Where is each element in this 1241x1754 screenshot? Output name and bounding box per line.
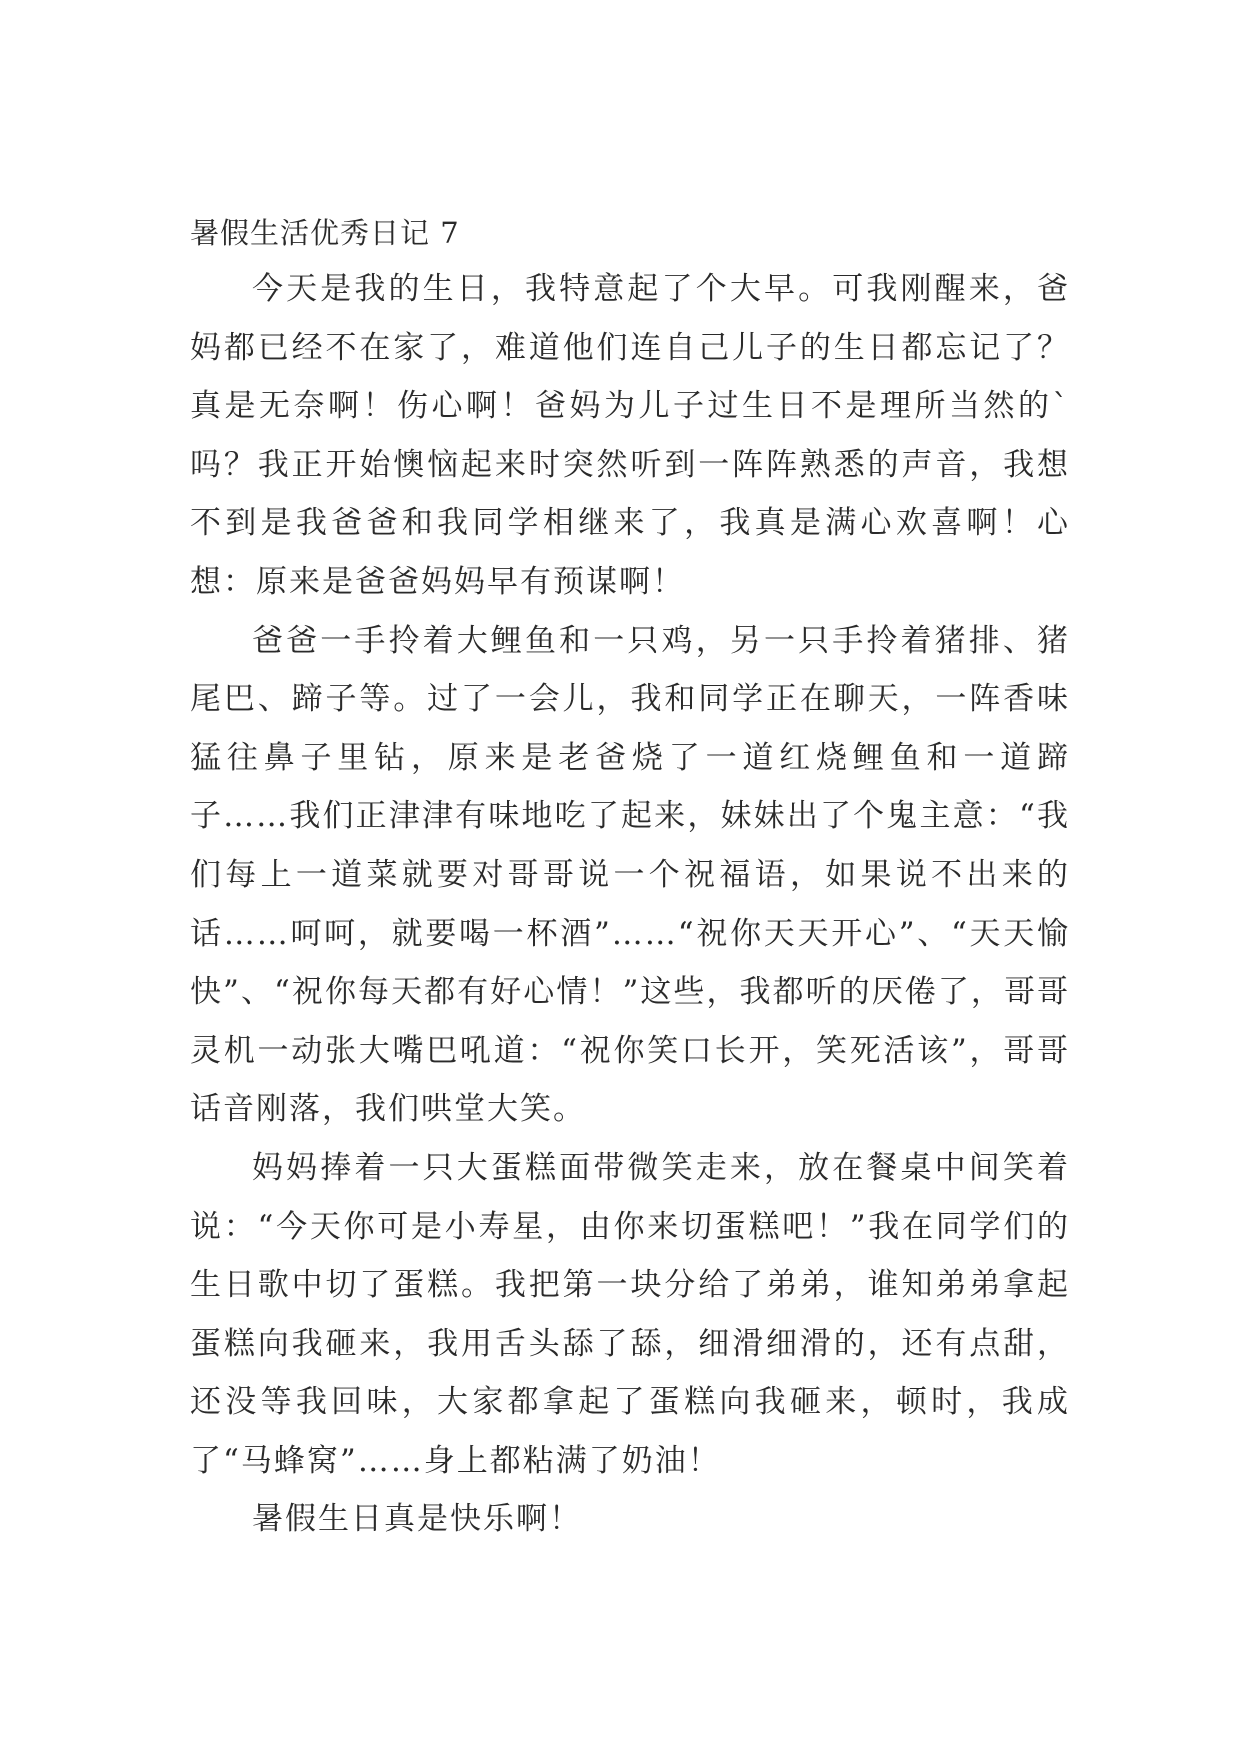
paragraph-2: 爸爸一手拎着大鲤鱼和一只鸡，另一只手拎着猪排、猪尾巴、蹄子等。过了一会儿，我和同学正在聊天，一阵香味猛往鼻子里钻，原来是老爸烧了一道红烧鲤鱼和一道蹄子……我们正津津有味地吃了起来，妹妹出了个鬼主意：“我们每上一道菜就要对哥哥说一个祝福语，如果说不出来的话……呵呵，就要喝一杯酒”……“祝你天天开心”、“天天愉快”、“祝你每天都有好心情！”这些，我都听的厌倦了，哥哥灵机一动张大嘴巴吼道：“祝你笑口长开，笑死活该”，哥哥话音刚落，我们哄堂大笑。: [190, 622, 1070, 1128]
paragraph-3: 妈妈捧着一只大蛋糕面带微笑走来，放在餐桌中间笑着说：“今天你可是小寿星，由你来切蛋糕吧！”我在同学们的生日歌中切了蛋糕。我把第一块分给了弟弟，谁知弟弟拿起蛋糕向我砸来，我用舌头舔了舔，细滑细滑的，还有点甜，还没等我回味，大家都拿起了蛋糕向我砸来，顿时，我成了“马蜂窝”……身上都粘满了奶油！: [190, 1149, 1070, 1479]
document-title: 暑假生活优秀日记 7: [190, 216, 460, 250]
document-page: [190, 213, 1070, 1549]
paragraph-1: 今天是我的生日，我特意起了个大早。可我刚醒来，爸妈都已经不在家了，难道他们连自己儿子的生日都忘记了？真是无奈啊！伤心啊！爸妈为儿子过生日不是理所当然的`吗？我正开始懊恼起来时突然听到一阵阵熟悉的声音，我想不到是我爸爸和我同学相继来了，我真是满心欢喜啊！心想：原来是爸爸妈妈早有预谋啊！: [190, 271, 1070, 600]
paragraph-4: 暑假生日真是快乐啊！: [252, 1501, 582, 1538]
